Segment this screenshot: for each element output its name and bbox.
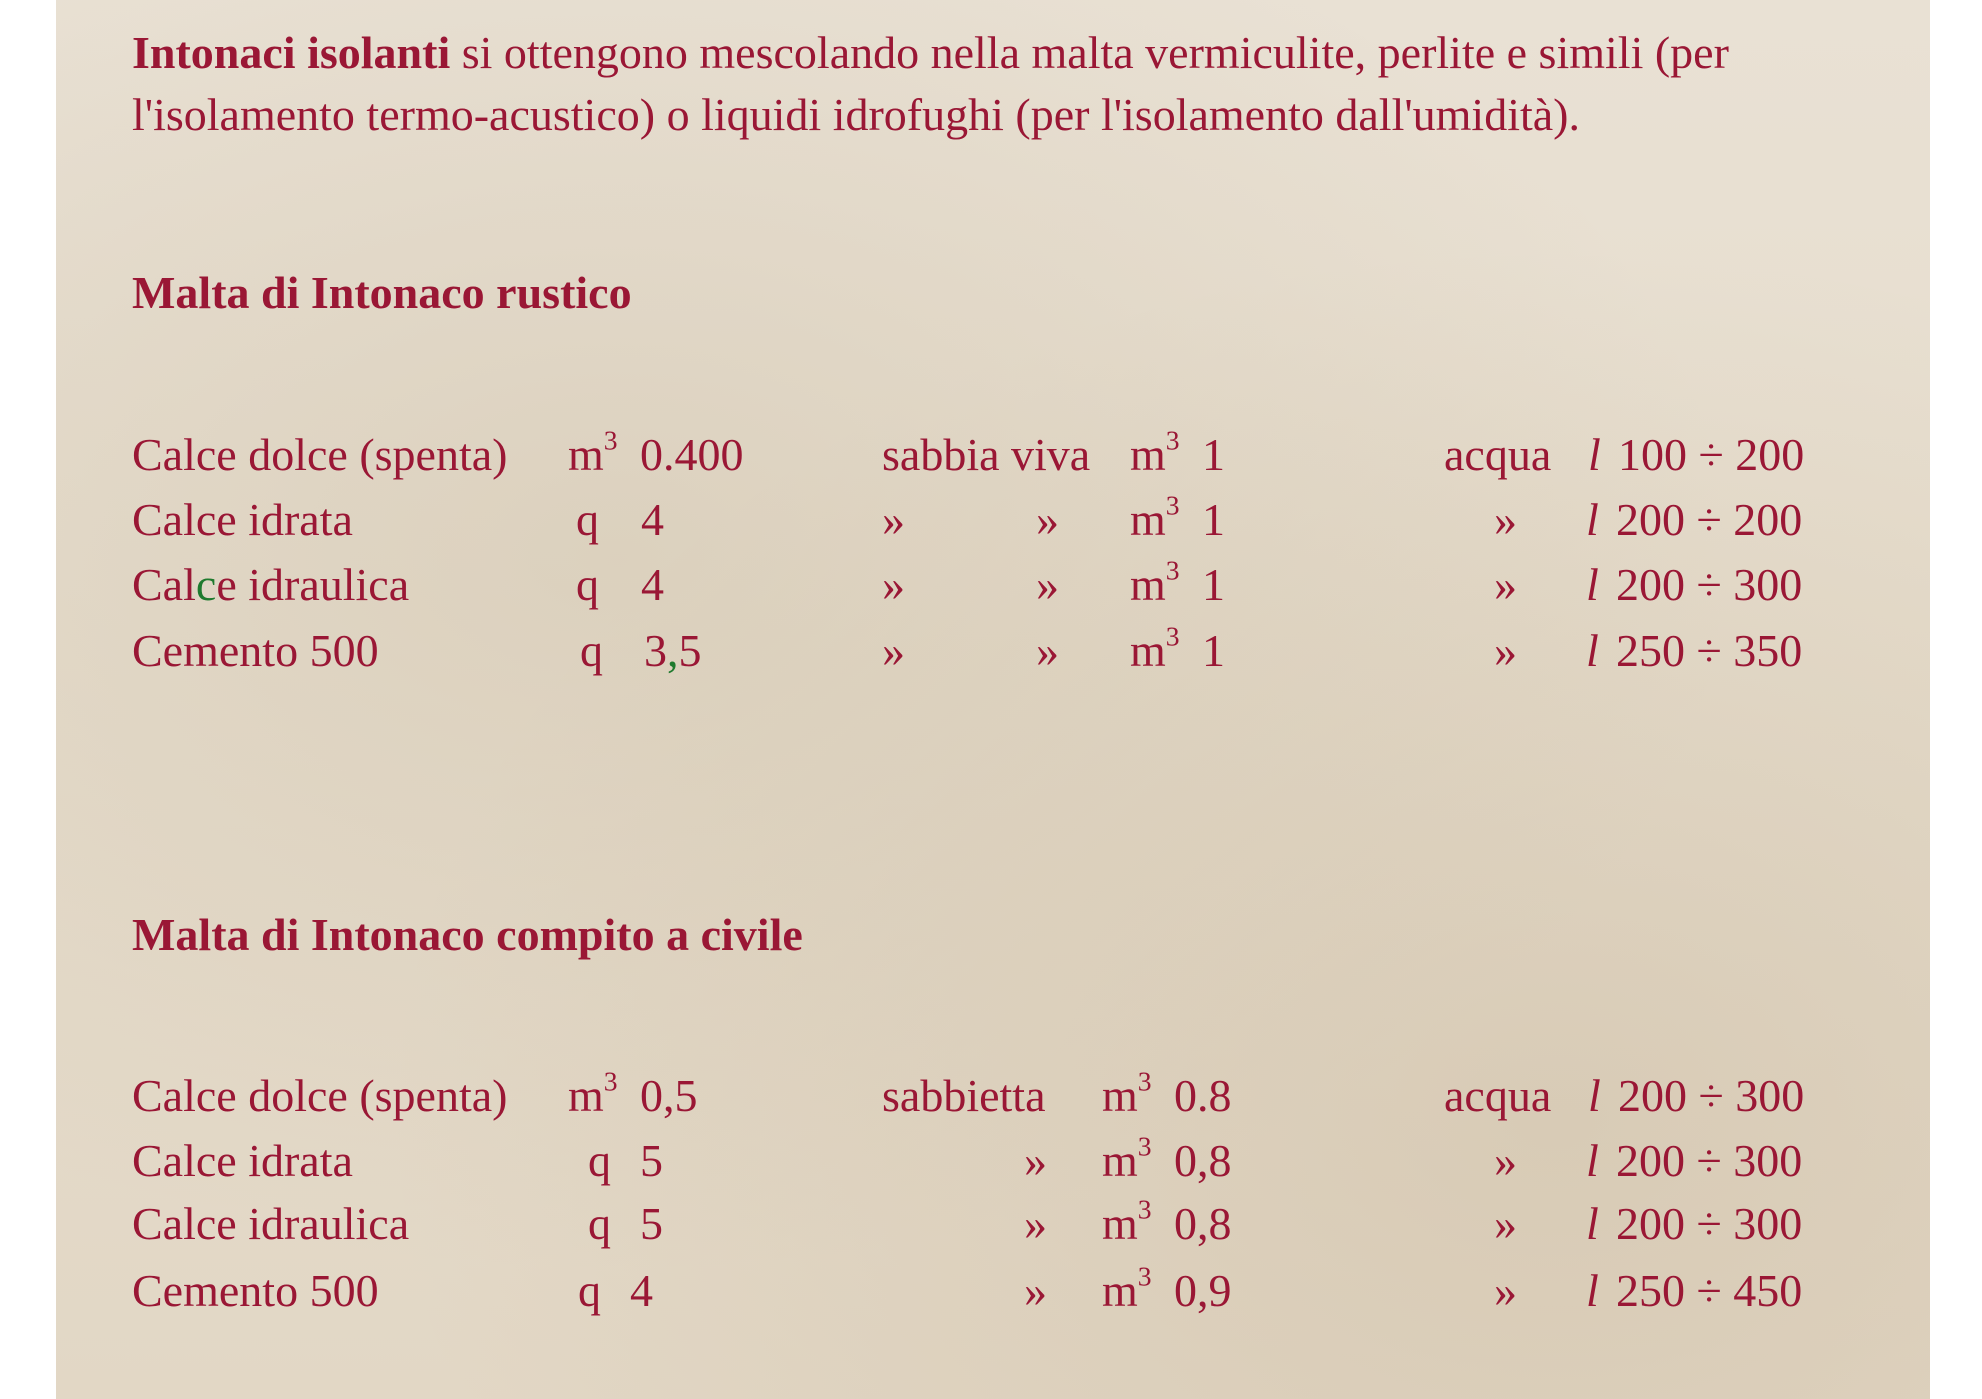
s1-row3-unit: q — [580, 625, 603, 676]
s2-row0-sand-unit: $m^3$ — [1102, 1065, 1152, 1121]
s1-row1-liter: l — [1586, 494, 1599, 545]
s1-row1-ditto-2: » — [1036, 494, 1059, 545]
s2-row2-sand-unit: $m^3$ — [1102, 1193, 1152, 1249]
s2-row0-water: 200 ÷ 300 — [1618, 1070, 1805, 1121]
s1-row3-ditto-1: » — [882, 625, 905, 676]
s2-row0-unit: $m^3$ — [568, 1065, 618, 1121]
s1-row1-sand-qty: 1 — [1202, 494, 1225, 545]
s2-row1-qty: 5 — [640, 1135, 663, 1186]
s1-row3-sand-unit: $m^3$ — [1130, 620, 1180, 676]
s1-row0-water: 100 ÷ 200 — [1618, 429, 1805, 480]
s1-row3-qty: 3,5 — [644, 625, 702, 676]
paper-background — [56, 0, 1930, 1399]
s1-row3-water-label: » — [1494, 625, 1517, 676]
s2-row1-sand-unit: $m^3$ — [1102, 1130, 1152, 1186]
s2-row2-water: 200 ÷ 300 — [1616, 1198, 1803, 1249]
s2-row1-name: Calce idrata — [132, 1135, 353, 1186]
intro-line-1: si ottengono mescolando nella malta vermiculite, perlite e simili (per — [450, 27, 1729, 78]
s1-row3-water: 250 ÷ 350 — [1616, 625, 1803, 676]
s1-row3-liter: l — [1586, 625, 1599, 676]
s2-row3-water-label: » — [1494, 1265, 1517, 1316]
s1-row3-ditto-2: » — [1036, 625, 1059, 676]
s1-row2-liter: l — [1586, 559, 1599, 610]
intro-line-2: l'isolamento termo-acustico) o liquidi idrofughi (per l'isolamento dall'umidità). — [132, 89, 1580, 140]
s2-row0-sand-qty: 0.8 — [1174, 1070, 1232, 1121]
s2-row3-qty: 4 — [630, 1265, 653, 1316]
s2-row1-water: 200 ÷ 300 — [1616, 1135, 1803, 1186]
s2-row0-name: Calce dolce (spenta) — [132, 1070, 508, 1121]
intro-paragraph — [132, 22, 1930, 146]
s2-row2-liter: l — [1586, 1198, 1599, 1249]
s1-row0-sand-unit: $m^3$ — [1130, 424, 1180, 480]
s1-row2-sand-unit: $m^3$ — [1130, 554, 1180, 610]
s2-row3-sand-qty: 0,9 — [1174, 1265, 1232, 1316]
s1-row1-sand-unit: $m^3$ — [1130, 489, 1180, 545]
s2-row3-sand-unit: $m^3$ — [1102, 1260, 1152, 1316]
s1-row1-unit: q — [576, 494, 599, 545]
s2-row1-unit: q — [588, 1135, 611, 1186]
s2-row3-unit: q — [578, 1265, 601, 1316]
s2-row1-ditto: » — [1024, 1135, 1047, 1186]
s2-row2-name: Calce idraulica — [132, 1198, 410, 1249]
s1-row0-qty: 0.400 — [640, 429, 744, 480]
s1-row2-water-label: » — [1494, 559, 1517, 610]
s1-row2-unit: q — [576, 559, 599, 610]
s1-row1-ditto-1: » — [882, 494, 905, 545]
s2-row1-sand-qty: 0,8 — [1174, 1135, 1232, 1186]
s1-row1-name: Calce idrata — [132, 494, 353, 545]
intro-term: Intonaci isolanti — [132, 27, 451, 78]
s2-row0-water-label: acqua — [1444, 1070, 1552, 1121]
s2-row0-sand-label: sabbietta — [882, 1070, 1046, 1121]
s1-row1-water-label: » — [1494, 494, 1517, 545]
s1-row2-sand-qty: 1 — [1202, 559, 1225, 610]
s2-row0-liter: l — [1588, 1070, 1601, 1121]
s1-row2-name: Calce idraulica — [132, 559, 410, 610]
s1-row3-name: Cemento 500 — [132, 625, 379, 676]
s2-row2-water-label: » — [1494, 1198, 1517, 1249]
s2-row2-qty: 5 — [640, 1198, 663, 1249]
s1-row1-water: 200 ÷ 200 — [1616, 494, 1803, 545]
s2-row3-name: Cemento 500 — [132, 1265, 379, 1316]
s2-row2-ditto: » — [1024, 1198, 1047, 1249]
s1-row2-ditto-2: » — [1036, 559, 1059, 610]
s2-row3-ditto: » — [1024, 1265, 1047, 1316]
s2-row2-sand-qty: 0,8 — [1174, 1198, 1232, 1249]
section1-title: Malta di Intonaco rustico — [132, 267, 632, 318]
s2-row3-liter: l — [1586, 1265, 1599, 1316]
s2-row2-unit: q — [588, 1198, 611, 1249]
s1-row2-qty: 4 — [641, 559, 664, 610]
s1-row0-water-label: acqua — [1444, 429, 1552, 480]
s2-row3-water: 250 ÷ 450 — [1616, 1265, 1803, 1316]
section2-title: Malta di Intonaco compito a civile — [132, 909, 803, 960]
s1-row0-sand-qty: 1 — [1202, 429, 1225, 480]
s1-row1-qty: 4 — [641, 494, 664, 545]
s2-row0-qty: 0,5 — [640, 1070, 698, 1121]
s2-row1-water-label: » — [1494, 1135, 1517, 1186]
s1-row0-sand-label: sabbia viva — [882, 429, 1091, 480]
s1-row0-name: Calce dolce (spenta) — [132, 429, 508, 480]
s2-row1-liter: l — [1586, 1135, 1599, 1186]
s1-row3-sand-qty: 1 — [1202, 625, 1225, 676]
s1-row2-ditto-1: » — [882, 559, 905, 610]
s1-row2-water: 200 ÷ 300 — [1616, 559, 1803, 610]
s1-row0-liter: l — [1588, 429, 1601, 480]
s1-row0-unit: $m^3$ — [568, 424, 618, 480]
